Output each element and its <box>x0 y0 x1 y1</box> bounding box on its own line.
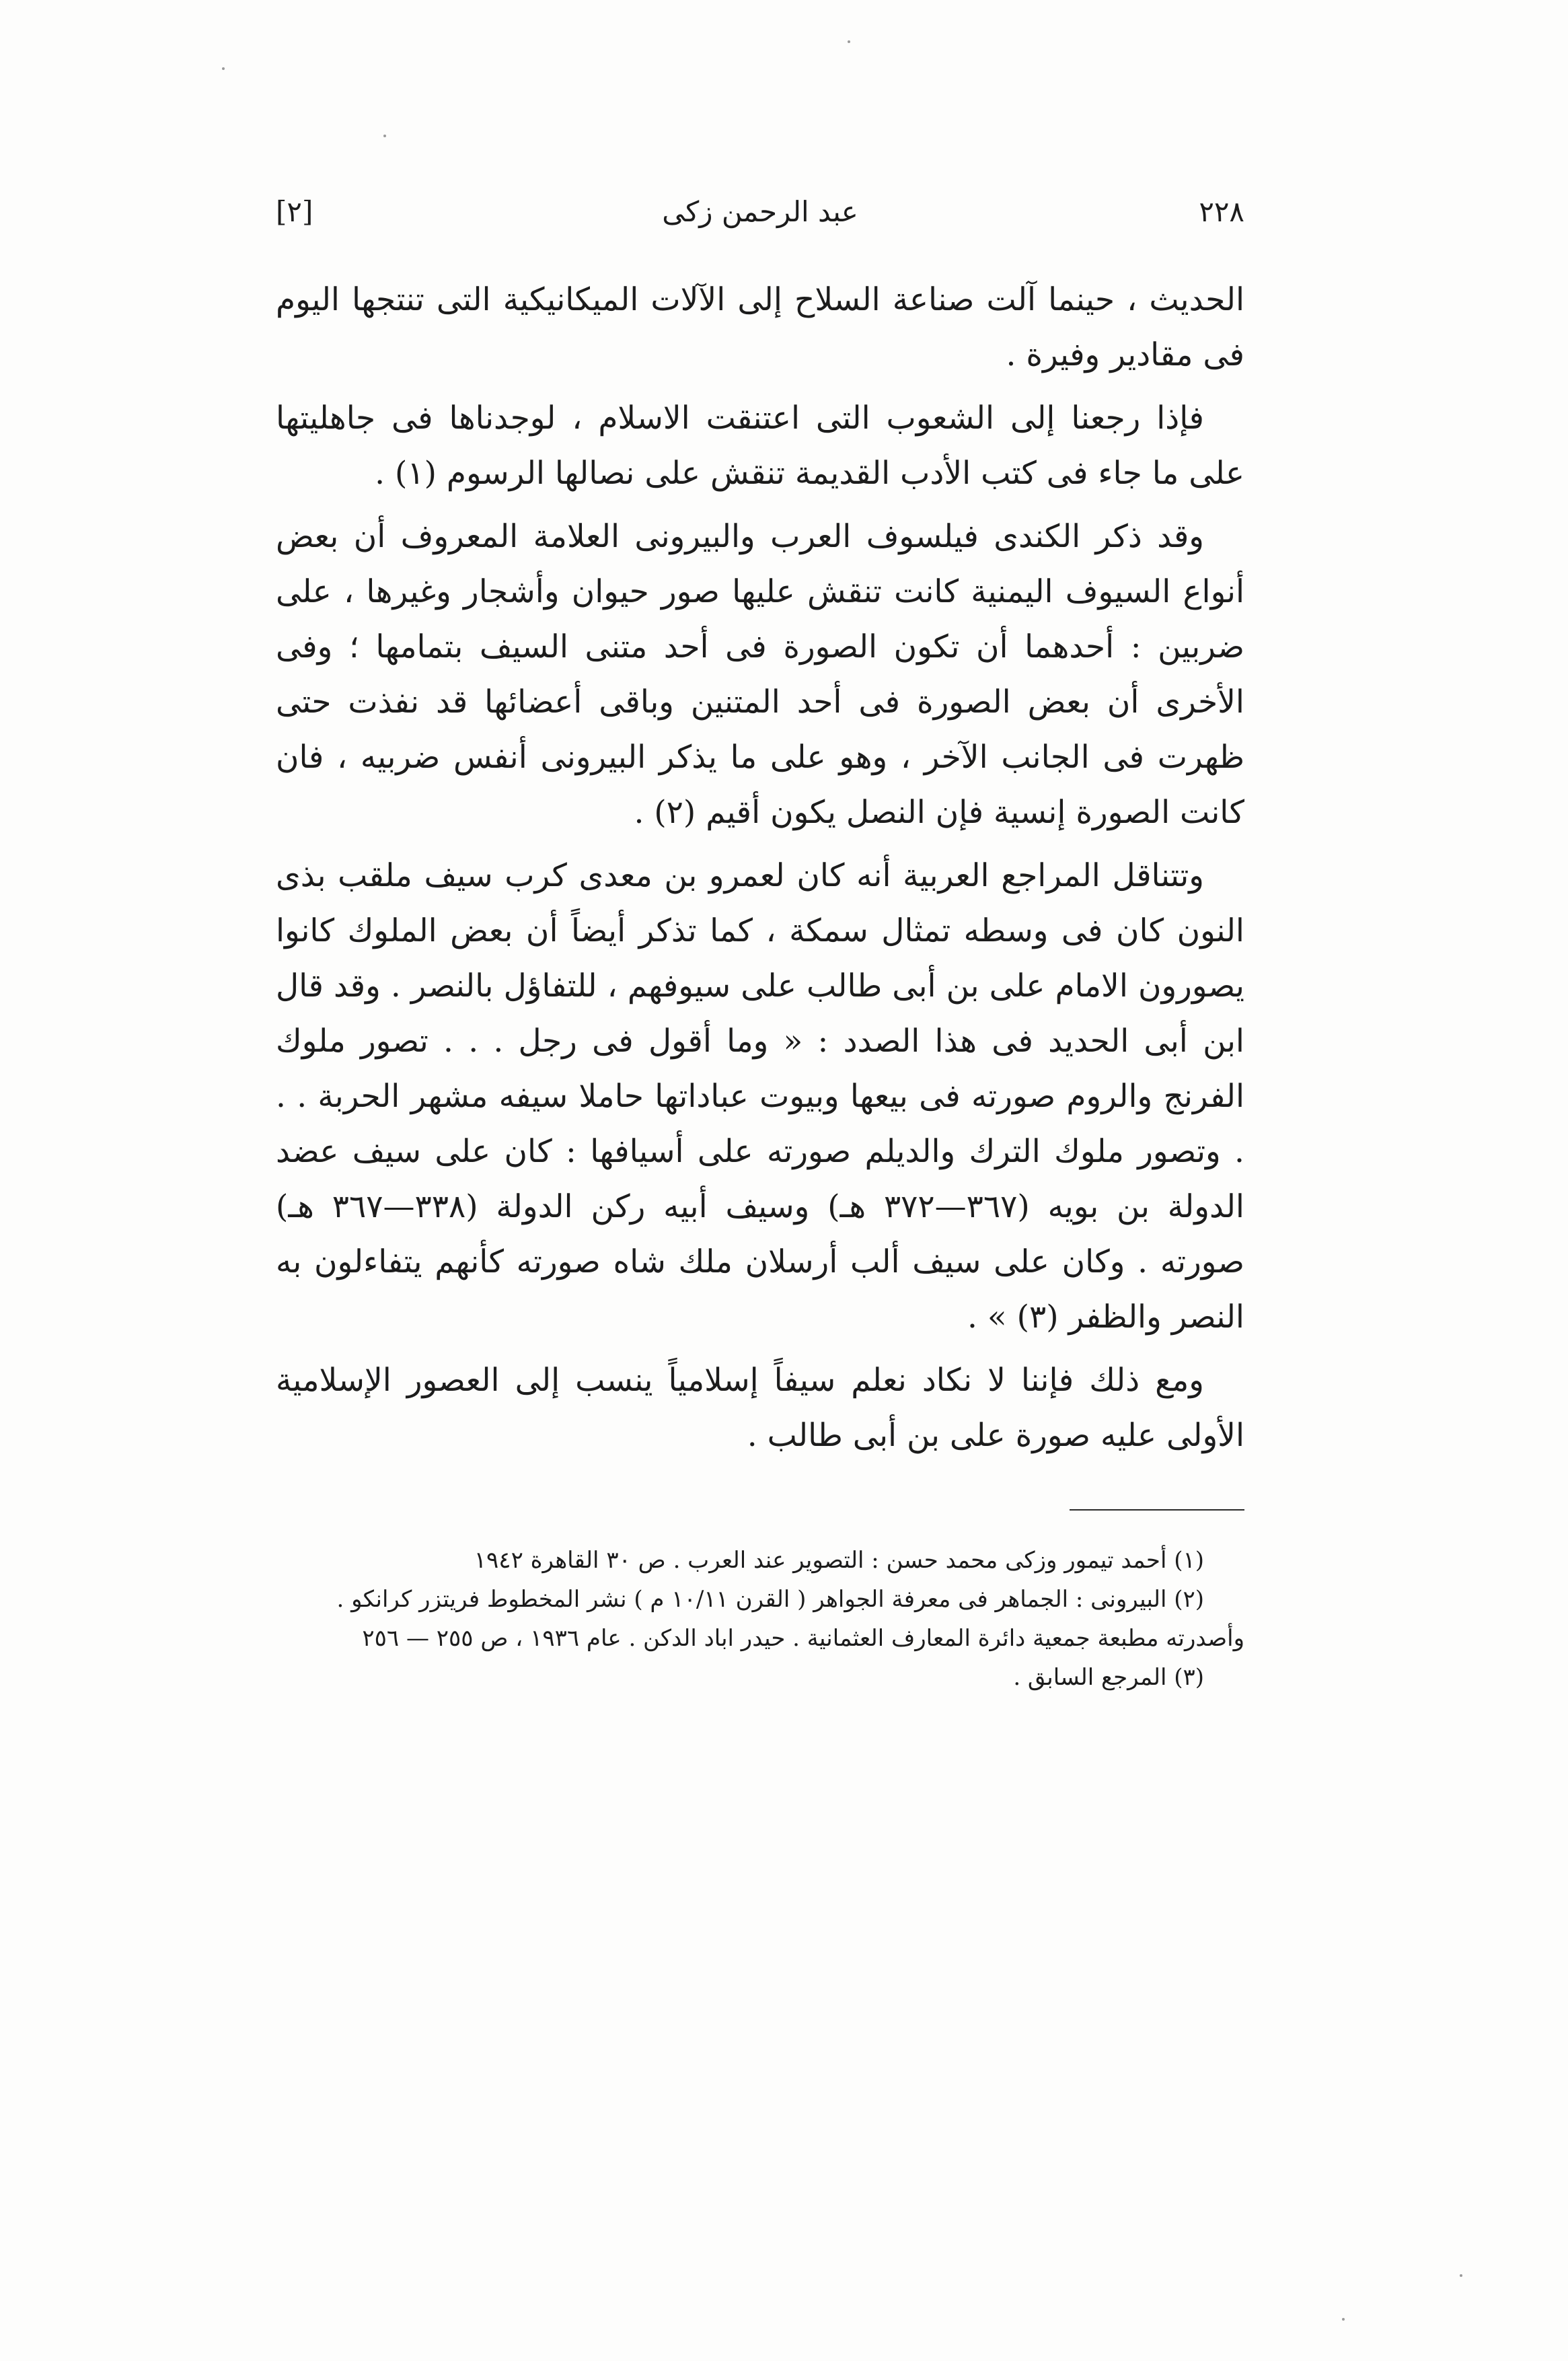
paper-speck <box>222 67 225 70</box>
footnote-continuation: وأصدرته مطبعة جمعية دائرة المعارف العثمانية . حيدر اباد الدكن . عام ١٩٣٦ ، ص ٢٥٥ — ٢٥٦ <box>362 1625 1244 1652</box>
body-text <box>276 273 1244 1472</box>
running-title: عبد الرحمن زكى <box>662 195 858 228</box>
footnote: (١) أحمد تيمور وزكى محمد حسن : التصوير عند العرب . ص ٣٠ القاهرة ١٩٤٢ <box>474 1547 1204 1574</box>
paragraph: وتتناقل المراجع العربية أنه كان لعمرو بن معدى كرب سيف ملقب بذى النون كان فى وسطه تمثال سمكة ، كما تذكر أيضاً أن بعض الملوك كانوا يصورون الامام على بن أبى طالب على سيوفهم ، للتفاؤل بالنصر . وقد قال ابن أبى الحديد فى هذا الصدد : « وما أقول فى رجل . . . تصور ملوك الفرنج والروم صورته فى بيعها وبيوت عباداتها حاملا سيفه مشهر الحربة . . . وتصور ملوك الترك والديلم صورته على أسيافها : كان على سيف عضد الدولة بن بويه (٣٦٧—٣٧٢ هـ) وسيف أبيه ركن الدولة (٣٣٨—٣٦٧ هـ) صورته . وكان على سيف ألب أرسلان ملك شاه صورته كأنهم يتفاءلون به النصر والظفر (٣) » . <box>276 857 1244 1336</box>
footnote: (٢) البيرونى : الجماهر فى معرفة الجواهر ( القرن ١٠/١١ م ) نشر المخطوط فريتزر كرانكو . <box>336 1586 1204 1613</box>
footnote: (٣) المرجع السابق . <box>1013 1664 1204 1691</box>
section-marker: [٢] <box>276 195 313 228</box>
paragraph: ومع ذلك فإننا لا نكاد نعلم سيفاً إسلامياً ينسب إلى العصور الإسلامية الأولى عليه صورة على بن أبى طالب . <box>276 1362 1244 1454</box>
page-header <box>276 195 1244 249</box>
page-number: ٢٢٨ <box>1199 195 1244 228</box>
footnote-divider <box>1070 1509 1244 1511</box>
paragraph: فإذا رجعنا إلى الشعوب التى اعتنقت الاسلام ، لوجدناها فى جاهليتها على ما جاء فى كتب الأدب القديمة تنقش على نصالها الرسوم (١) . <box>276 400 1244 492</box>
paper-speck <box>383 135 386 137</box>
paper-speck <box>1460 2274 1462 2277</box>
footnotes <box>276 1541 1244 1697</box>
paragraph: الحديث ، حينما آلت صناعة السلاح إلى الآلات الميكانيكية التى تنتجها اليوم فى مقادير وفيرة . <box>276 281 1244 373</box>
paragraph: وقد ذكر الكندى فيلسوف العرب والبيرونى العلامة المعروف أن بعض أنواع السيوف اليمنية كانت تنقش عليها صور حيوان وأشجار وغيرها ، على ضربين : أحدهما أن تكون الصورة فى أحد متنى السيف بتمامها ؛ وفى الأخرى أن بعض الصورة فى أحد المتنين وباقى أعضائها قد نفذت حتى ظهرت فى الجانب الآخر ، وهو على ما يذكر البيرونى أنفس ضربيه ، فان كانت الصورة إنسية فإن النصل يكون أقيم (٢) . <box>276 518 1244 831</box>
paper-speck <box>848 40 850 43</box>
paper-speck <box>1342 2318 1345 2321</box>
